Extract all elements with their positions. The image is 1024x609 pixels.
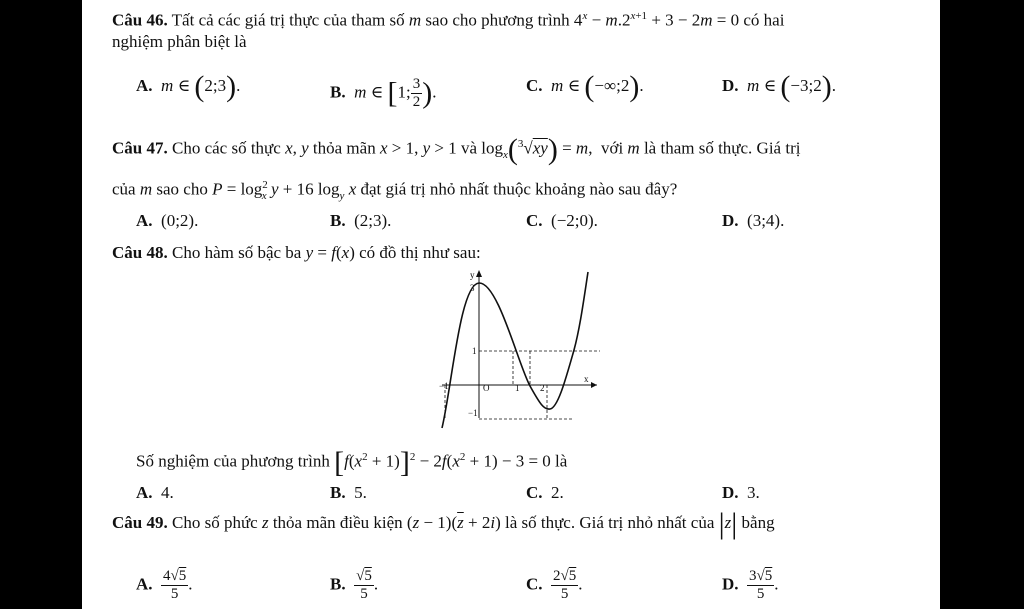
q49-label: Câu 49. — [112, 513, 168, 532]
cubic-function-graph — [439, 268, 602, 424]
q48-option-c[interactable]: C. 2. — [526, 483, 564, 502]
origin-label: O — [483, 383, 490, 393]
q46-option-c[interactable]: C. m ∈ (−∞;2). — [526, 70, 644, 104]
y-tick-1: 1 — [472, 346, 477, 356]
exam-page — [82, 0, 940, 609]
q48-stem: Câu 48. Cho hàm số bậc ba y = f(x) có đồ thị như sau: — [112, 243, 481, 262]
q46-stem-line2: nghiệm phân biệt là — [112, 32, 247, 51]
y-axis-label: y — [470, 270, 475, 280]
q49-option-b[interactable]: B. $\frac{√5}{5}$ . — [330, 568, 379, 602]
q47-option-b[interactable]: B. (2;3). — [330, 211, 392, 230]
q46-option-a[interactable]: A. m ∈ (2;3). — [136, 70, 241, 104]
q46-option-d[interactable]: D. m ∈ (−3;2). — [722, 70, 836, 104]
q48-option-d[interactable]: D. 3. — [722, 483, 760, 502]
x-tick-1: 1 — [515, 383, 520, 393]
q49-option-c[interactable]: C. $\frac{2√5}{5}$ . — [526, 568, 583, 602]
q49-option-d[interactable]: D. $\frac{3√5}{5}$ . — [722, 568, 779, 602]
q46-label: Câu 46. — [112, 10, 168, 30]
q49-option-a[interactable]: A. $\frac{4√5}{5}$ . — [136, 568, 193, 602]
q47-label: Câu 47. — [112, 138, 168, 158]
y-axis-arrow — [476, 270, 482, 277]
q47-option-a[interactable]: A. (0;2). — [136, 211, 199, 230]
q46-stem-line1: Câu 46. Tất cả các giá trị thực của tham số m sao cho phương trình $4^x - m.2^{x+1} + 3 - 2m = 0$ có hai — [112, 10, 785, 30]
q48-label: Câu 48. — [112, 243, 168, 262]
q47-stem-line2: của m sao cho $P = \log^2_x y + 16$ $\log_y x$ đạt giá trị nhỏ nhất thuộc khoảng nào sau đây? — [112, 179, 678, 203]
q47-stem-line1: Câu 47. Cho các số thực x, y thỏa mãn x > 1, y > 1 và $\log_x(^3√xy) = m$, với m là tham số thực. Giá trị — [112, 132, 801, 166]
q47-option-d[interactable]: D. (3;4). — [722, 211, 785, 230]
cubic-curve — [442, 272, 588, 428]
y-tick-3: 3 — [470, 283, 475, 293]
x-tick-minus1: −1 — [439, 381, 449, 391]
q48-option-a[interactable]: A. 4. — [136, 483, 174, 502]
q48-option-b[interactable]: B. 5. — [330, 483, 367, 502]
q49-stem: Câu 49. Cho số phức z thỏa mãn điều kiện $(z - 1)(\overline{z} + 2i)$ là số thực. Giá trị nhỏ nhất của |z| bằng — [112, 507, 775, 541]
x-axis-label: x — [584, 374, 589, 384]
x-tick-2: 2 — [540, 383, 545, 393]
x-axis-arrow — [591, 382, 597, 388]
y-tick-minus1: −1 — [468, 408, 478, 418]
q46-option-b[interactable]: B. m ∈ [1; $\frac{3}{2}$ ). — [330, 76, 437, 110]
q47-option-c[interactable]: C. (−2;0). — [526, 211, 598, 230]
q48-sub-question: Số nghiệm của phương trình $[f(x^2 + 1)]^2 - 2f(x^2 + 1) - 3 = 0$ là — [136, 445, 568, 479]
